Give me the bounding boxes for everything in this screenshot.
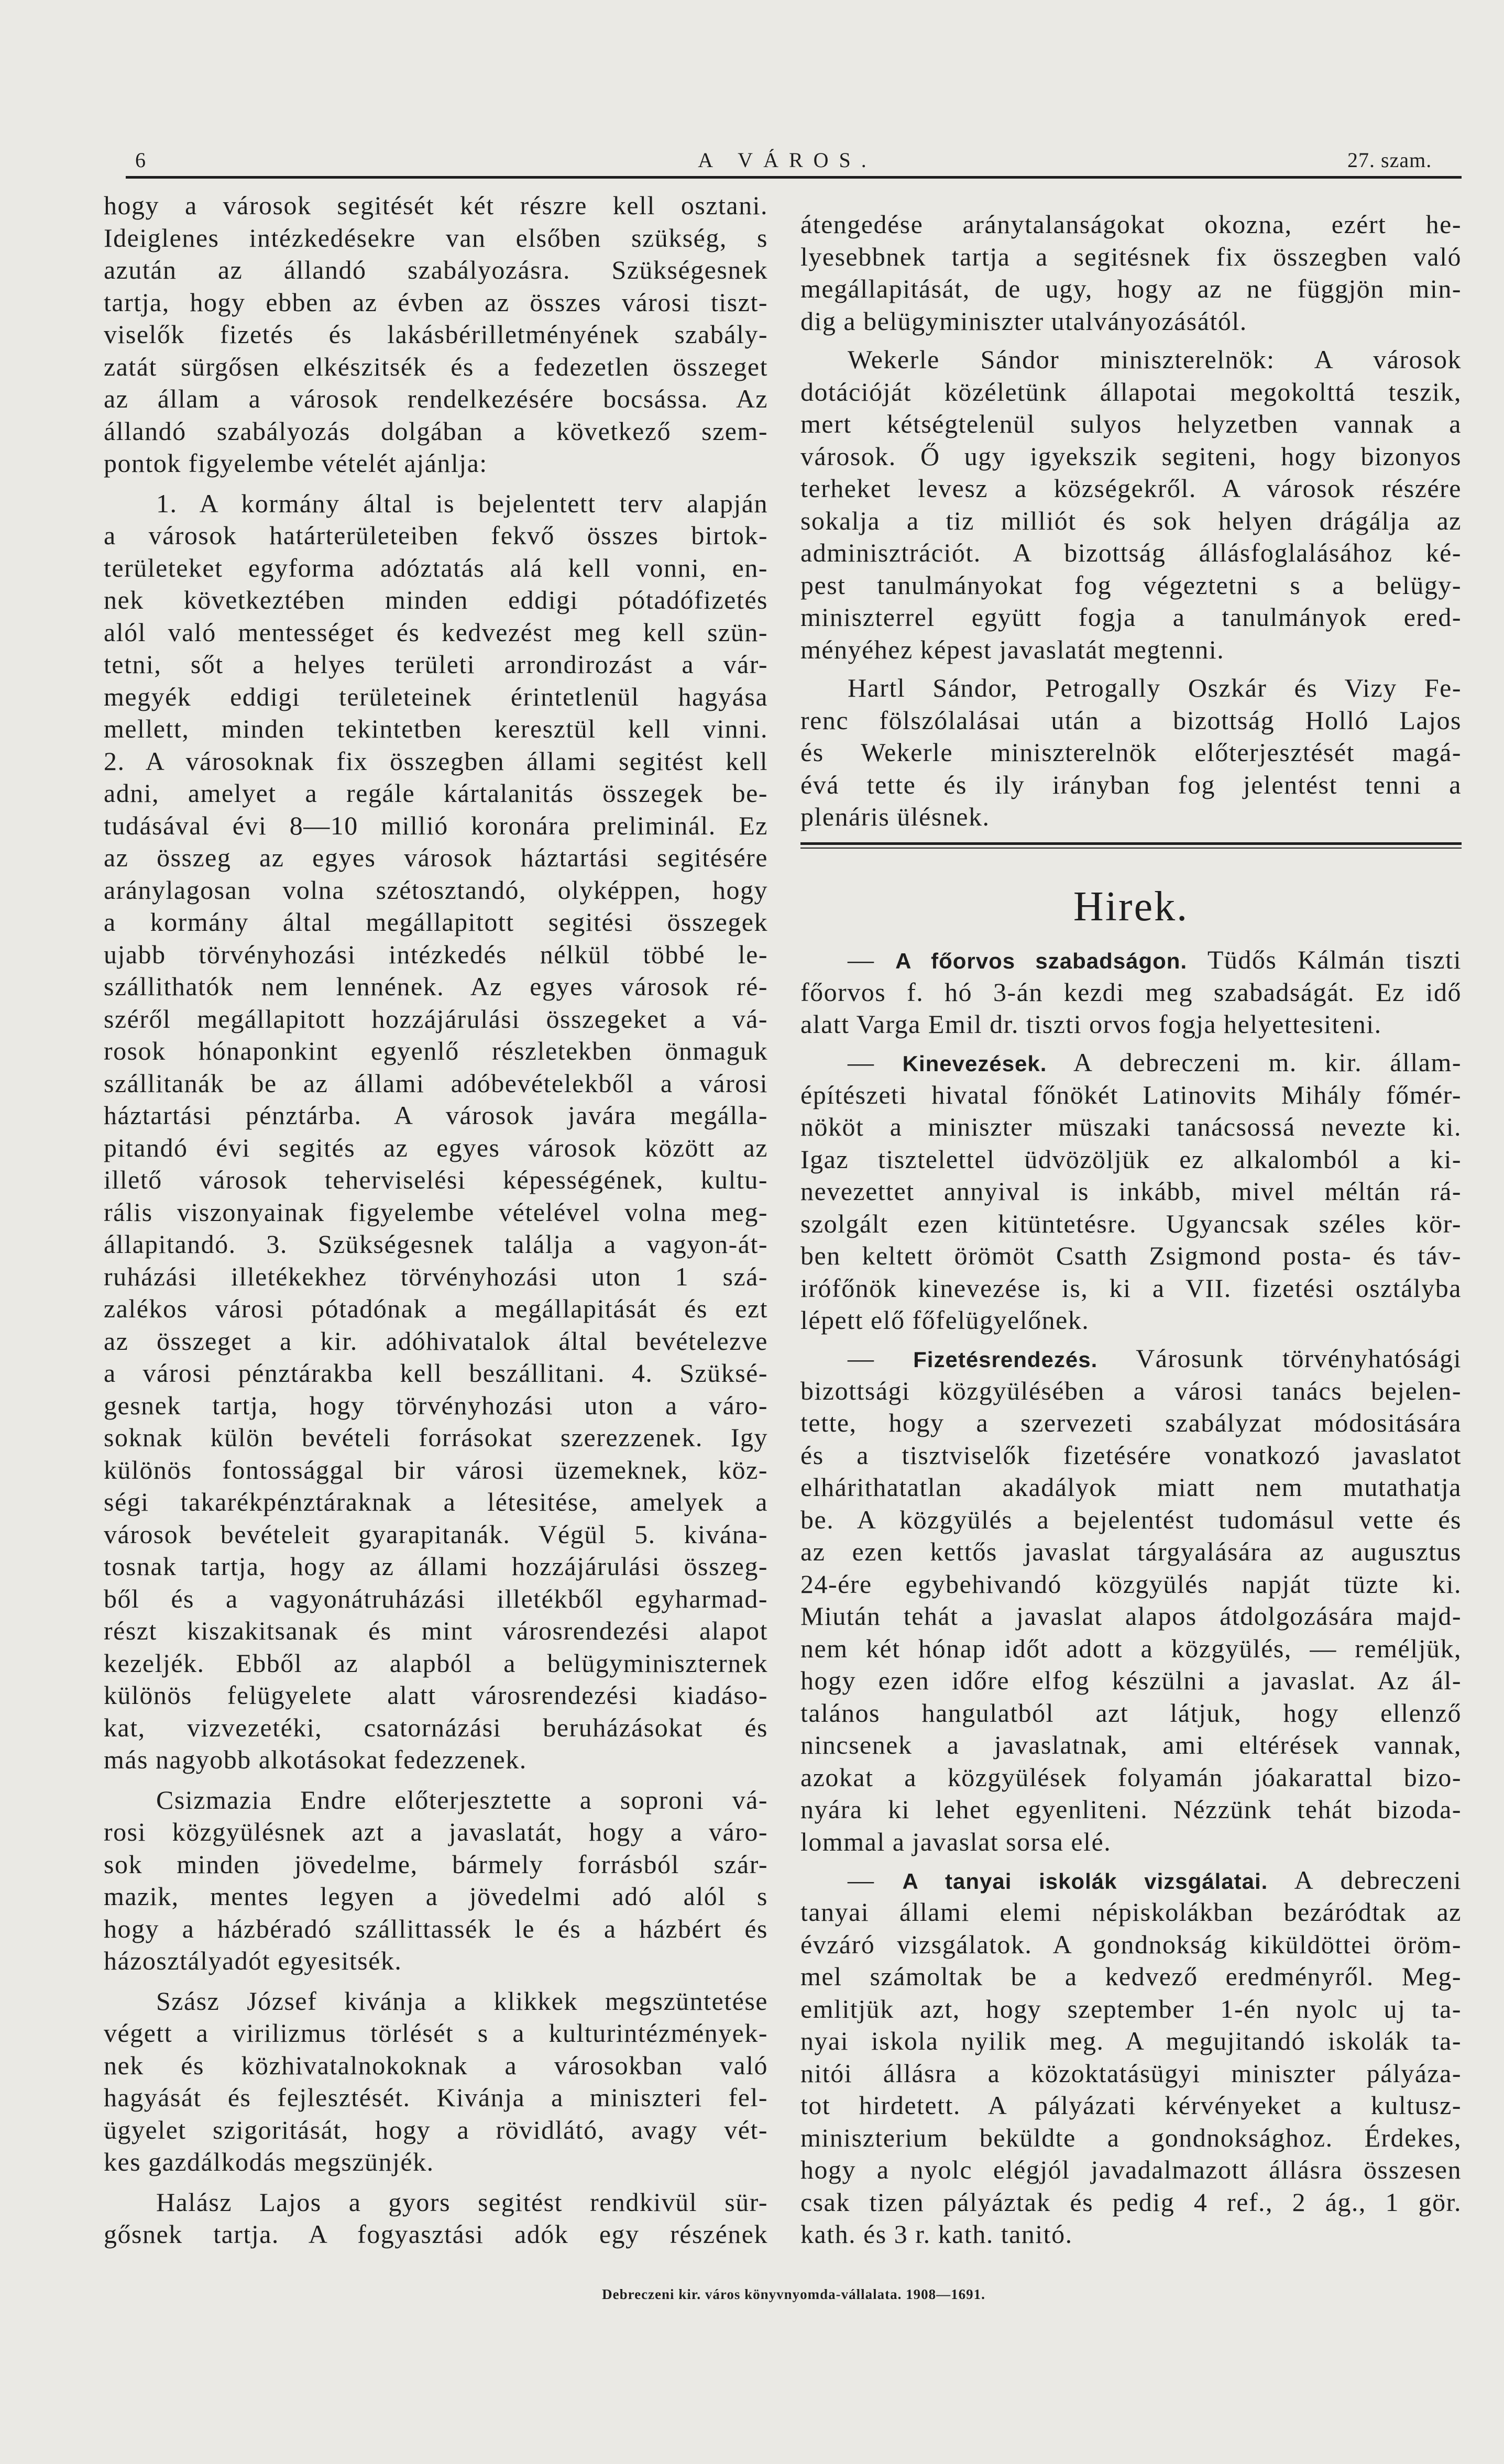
text-line: különös felügyelete alatt városrendezési kiadáso- xyxy=(104,1680,768,1710)
text-line: szolgált ezen kitüntetésre. Ugyancsak széles kör- xyxy=(800,1208,1462,1238)
text-line: tanyai állami elemi népiskolákban bezáródtak az xyxy=(800,1897,1462,1927)
text-line: tudásával évi 8—10 millió koronára preliminál. Ez xyxy=(104,810,768,840)
text-line: városok bevételeit gyarapitanák. Végül 5. kivána- xyxy=(104,1519,768,1549)
text-line: ményéhez képest javaslatát megtenni. xyxy=(800,634,1225,664)
text-line: szállitanák be az állami adóbevételekből a városi xyxy=(104,1068,768,1098)
text-line: nököt a miniszter müszaki tanácsossá nevezte ki. xyxy=(800,1112,1462,1141)
text-line: területeket egyforma adóztatás alá kell vonni, en- xyxy=(104,553,768,582)
text-line: nitói állásra a közoktatásügyi miniszter pályáza- xyxy=(800,2058,1462,2088)
text-line: megállapitását, de ugy, hogy az ne függjön min- xyxy=(800,274,1462,303)
text-line: Szász József kivánja a klikkek megszüntetése xyxy=(156,1986,768,2016)
paragraph xyxy=(104,1985,768,2179)
text-line: részt kiszakitsanak és mint városrendezési alapot xyxy=(104,1616,768,1645)
paragraph xyxy=(800,208,1462,337)
text-line: pontok figyelembe vételét ajánlja: xyxy=(104,448,488,478)
text-line: tette, hogy a szervezeti szabályzat módositására xyxy=(800,1408,1462,1437)
news-item-first-line xyxy=(800,1343,1462,1375)
news-section-heading: Hirek. xyxy=(1073,884,1189,930)
text-line: hogy a városok segitését két részre kell osztani. xyxy=(104,191,768,220)
text-line: városok. Ő ugy igyekszik segiteni, hogy bizonyos xyxy=(800,441,1462,471)
text-line: hogy a házbéradó szállittassék le és a házbért és xyxy=(104,1913,768,1943)
text-line: házosztályadót egyesitsék. xyxy=(104,1946,402,1975)
text-line: plenáris ülésnek. xyxy=(800,802,990,831)
text-line: főorvos f. hó 3-án kezdi meg szabadságát. Ez idő xyxy=(800,977,1462,1007)
text-line: zalékos városi pótadónak a megállapitását és ezt xyxy=(104,1294,768,1323)
text-line: az állam a városok rendelkezésére bocsássa. Az xyxy=(104,384,768,413)
text-line: tetni, sőt a helyes területi arrondirozást a vár- xyxy=(104,650,768,679)
text-line: rosi közgyülésnek azt a javaslatát, hogy a váro- xyxy=(104,1817,768,1846)
text-line: nincsenek a javaslatnak, ami eltérések vannak, xyxy=(800,1730,1462,1759)
text-line: és a tisztviselők fizetésére vonatkozó javaslatot xyxy=(800,1440,1462,1470)
text-line: sokalja a tiz milliót és sok helyen drágálja az xyxy=(800,505,1462,535)
text-line: be. A közgyülés a bejelentést tudomásul vette és xyxy=(800,1504,1462,1534)
text-line: alatt Varga Emil dr. tiszti orvos fogja helyettesiteni. xyxy=(800,1009,1382,1039)
news-item-first-line xyxy=(800,1047,1462,1079)
text-line: miniszterium beküldte a gondnoksághoz. Érdekes, xyxy=(800,2122,1462,2152)
text-line: Miután tehát a javaslat alapos átdolgozására majd- xyxy=(800,1601,1462,1631)
text-line: tartja, hogy ebben az évben az összes városi tiszt- xyxy=(104,287,768,317)
text-line: építészeti hivatal főnökét Latinovits Mihály főmér- xyxy=(800,1080,1462,1109)
text-line: állapitandó. 3. Szükségesnek találja a vagyon-át- xyxy=(104,1229,768,1259)
text-line: aránylagosan volna szétosztandó, olyképpen, hogy xyxy=(104,875,768,905)
text-line: bizottsági közgyülésében a városi tanács bejelen- xyxy=(800,1376,1462,1405)
text-line: Halász Lajos a gyors segitést rendkivül sür- xyxy=(156,2187,768,2217)
left-column xyxy=(104,190,768,2251)
news-item-text: A debreczeni m. kir. állam- xyxy=(1073,1048,1462,1077)
text-line: kes gazdálkodás megszünjék. xyxy=(104,2147,434,2176)
header-rule xyxy=(126,176,1462,179)
text-line: szállithatók nem lennének. Az egyes városok ré- xyxy=(104,972,768,1001)
text-line: nyára ki lehet egyenliteni. Nézzünk tehát bizoda- xyxy=(800,1795,1462,1824)
text-line: ből és a vagyonátruházási illetékből egyharmad- xyxy=(104,1583,768,1613)
text-line: dig a belügyminiszter utalványozásától. xyxy=(800,306,1247,336)
paragraph xyxy=(104,2186,768,2251)
text-line: dotációját közéletünk állapotai megokolttá teszik, xyxy=(800,377,1462,406)
text-line: végett a virilizmus törlését s a kulturintézmények- xyxy=(104,2018,768,2048)
text-line: ügyelet szigoritását, hogy a rövidlátó, avagy vét- xyxy=(104,2115,768,2144)
text-line: a kormány által megállapitott segitési összegek xyxy=(104,907,768,937)
text-line: soknak külön bevételi forrásokat szerezzenek. Igy xyxy=(104,1423,768,1452)
right-column xyxy=(800,208,1462,833)
issue-number: 27. szam. xyxy=(1347,148,1432,172)
text-line: emlitjük azt, hogy szeptember 1-én nyolc uj ta- xyxy=(800,1994,1462,2023)
news-item-title: Kinevezések. xyxy=(902,1051,1047,1076)
news-item-text: Tüdős Kálmán tiszti xyxy=(1207,945,1462,974)
text-line: gesnek tartja, hogy törvényhozási uton a váro- xyxy=(104,1390,768,1420)
text-line: Ideiglenes intézkedésekre van elsőben szükség, s xyxy=(104,223,768,252)
text-line: zatát sürgősen elkészitsék és a fedezetlen összeget xyxy=(104,351,768,381)
text-line: Csizmazia Endre előterjesztette a soproni vá- xyxy=(156,1785,768,1814)
text-line: hagyását és fejlesztését. Kivánja a miniszteri fel- xyxy=(104,2083,768,2112)
text-line: különös fontossággal bir városi üzemeknek, köz- xyxy=(104,1455,768,1484)
text-line: 2. A városoknak fix összegben állami segitést kell xyxy=(104,746,768,776)
text-line: illető városok teherviselési képességének, kultu- xyxy=(104,1165,768,1194)
text-line: ben keltett örömöt Csatth Zsigmond posta- és táv- xyxy=(800,1241,1462,1270)
text-line: talános hangulatból azt látjuk, hogy ellenző xyxy=(800,1698,1462,1728)
paragraph xyxy=(800,344,1462,666)
text-line: elhárithatatlan akadályok miatt nem mutathatja xyxy=(800,1472,1462,1502)
news-item-text: A debreczeni xyxy=(1294,1865,1462,1895)
text-line: a városok határterületeiben fekvő összes birtok- xyxy=(104,521,768,550)
text-line: Hartl Sándor, Petrogally Oszkár és Vizy Fe- xyxy=(848,673,1462,702)
text-line: ujabb törvényhozási intézkedés nélkül többé le- xyxy=(104,939,768,969)
news-item-text: Városunk törvényhatósági xyxy=(1136,1344,1462,1373)
text-line: Wekerle Sándor miniszterelnök: A városok xyxy=(848,345,1462,374)
text-line: kat, vizvezetéki, csatornázási beruházásokat és xyxy=(104,1712,768,1742)
text-line: ruházási illetékekhez törvényhozási uton 1 szá- xyxy=(104,1261,768,1291)
news-item-title: Fizetésrendezés. xyxy=(913,1347,1098,1372)
text-line: évzáró vizsgálatok. A gondnokság kiküldöttei öröm- xyxy=(800,1929,1462,1959)
text-line: más nagyobb alkotásokat fedezzenek. xyxy=(104,1745,527,1774)
text-line: gősnek tartja. A fogyasztási adók egy részének xyxy=(104,2219,768,2249)
news-item-title: A tanyai iskolák vizsgálatai. xyxy=(902,1868,1268,1894)
text-line: az összeget a kir. adóhivatalok által bevételezve xyxy=(104,1326,768,1356)
text-line: kezeljék. Ebből az alapból a belügyminiszternek xyxy=(104,1648,768,1678)
text-line: terheket levesz a községekről. A városok részére xyxy=(800,474,1462,503)
text-line: viselők fizetés és lakásbérilletményének szabály- xyxy=(104,320,768,349)
dash: — xyxy=(848,1344,875,1373)
text-line: tosnak tartja, hogy az állami hozzájárulási összeg- xyxy=(104,1552,768,1581)
text-line: adminisztrációt. A bizottság állásfoglalásához ké- xyxy=(800,538,1462,567)
text-line: nek és közhivatalnokoknak a városokban való xyxy=(104,2050,768,2080)
text-line: az ezen kettős javaslat tárgyalására az augusztus xyxy=(800,1537,1462,1566)
news-section xyxy=(800,944,1462,2251)
text-line: háztartási pénztárba. A városok javára megálla- xyxy=(104,1101,768,1130)
text-line: sok minden jövedelme, bármely forrásból szár- xyxy=(104,1849,768,1879)
text-line: nem két hónap időt adott a közgyülés, — reméljük, xyxy=(800,1633,1462,1663)
news-item xyxy=(800,944,1462,1041)
newspaper-title: A VÁROS. xyxy=(698,148,877,172)
text-line: rális viszonyainak figyelembe vételével volna meg- xyxy=(104,1197,768,1227)
dash: — xyxy=(848,945,875,974)
text-line: alól való mentességet és kedvezést meg kell szün- xyxy=(104,617,768,647)
text-line: az összeg az egyes városok háztartási segitésére xyxy=(104,843,768,872)
news-item xyxy=(800,1047,1462,1337)
text-line: nek következtében minden eddigi pótadófizetés xyxy=(104,585,768,614)
section-divider-thick xyxy=(800,842,1462,845)
text-line: adni, amelyet a regále kártalanitás összegek be- xyxy=(104,778,768,808)
page-number: 6 xyxy=(135,148,146,172)
text-line: miniszterrel együtt fogja a tanulmányok ered- xyxy=(800,602,1462,632)
news-item xyxy=(800,1864,1462,2251)
paragraph xyxy=(800,672,1462,833)
news-item-title: A főorvos szabadságon. xyxy=(895,949,1188,973)
text-line: pest tanulmányokat fog végeztetni s a belügy- xyxy=(800,570,1462,600)
text-line: nevezettet annyival is inkább, mivel méltán rá- xyxy=(800,1176,1462,1206)
text-line: kath. és 3 r. kath. tanitó. xyxy=(800,2219,1073,2249)
text-line: hogy a nyolc elégjól javadalmazott állásra összesen xyxy=(800,2155,1462,2184)
dash: — xyxy=(848,1865,875,1895)
text-line: nyai iskola nyilik meg. A megujitandó iskolák ta- xyxy=(800,2026,1462,2055)
text-line: azután az állandó szabályozásra. Szükségesnek xyxy=(104,255,768,284)
text-line: tot hirdetett. A pályázati kérvényeket a kultusz- xyxy=(800,2091,1462,2120)
paragraph xyxy=(104,190,768,480)
paragraph xyxy=(104,1784,768,1977)
text-line: lommal a javaslat sorsa elé. xyxy=(800,1827,1112,1856)
section-divider-thin xyxy=(800,848,1462,849)
news-item-first-line xyxy=(800,1864,1462,1897)
text-line: lyesebbnek tartja a segitésnek fix összegben való xyxy=(800,241,1462,271)
text-line: azokat a közgyülések folyamán jóakarattal bizo- xyxy=(800,1762,1462,1792)
text-line: Igaz tisztelettel üdvözöljük ez alkalomból a ki- xyxy=(800,1144,1462,1174)
text-line: 24-ére egybehivandó közgyülés napját tüzte ki. xyxy=(800,1569,1462,1599)
text-line: lépett elő főfelügyelőnek. xyxy=(800,1305,1090,1335)
text-line: mellett, minden tekintetben keresztül kell vinni. xyxy=(104,714,768,743)
text-line: széről megállapitott hozzájárulási összegeket a vá- xyxy=(104,1004,768,1033)
text-line: irófőnök kinevezése is, ki a VII. fizetési osztályba xyxy=(800,1273,1462,1303)
text-line: hogy ezen időre elfog készülni a javaslat. Az ál- xyxy=(800,1666,1462,1695)
text-line: mert kétségtelenül sulyos helyzetben vannak a xyxy=(800,409,1462,438)
news-item-first-line xyxy=(800,944,1462,976)
dash: — xyxy=(848,1048,875,1077)
text-line: pitandó évi segités az egyes városok között az xyxy=(104,1132,768,1162)
text-line: átengedése aránytalanságokat okozna, ezért he- xyxy=(800,210,1462,239)
paragraph xyxy=(104,488,768,1776)
printer-imprint: Debreczeni kir. város könyvnyomda-vállalata. 1908—1691. xyxy=(602,2286,985,2302)
text-line: 1. A kormány által is bejelentett terv alapján xyxy=(156,488,768,518)
text-line: állandó szabályozás dolgában a következő szem- xyxy=(104,416,768,446)
text-line: évá tette és ily irányban fog jelentést tenni a xyxy=(800,769,1462,799)
news-item xyxy=(800,1343,1462,1858)
text-line: csak tizen pályáztak és pedig 4 ref., 2 ág., 1 gör. xyxy=(800,2187,1462,2217)
text-line: rosok hónaponkint egyenlő részletekben önmaguk xyxy=(104,1036,768,1065)
text-line: megyék eddigi területeinek érintetlenül hagyása xyxy=(104,681,768,711)
text-line: a városi pénztárakba kell beszállitani. 4. Szüksé- xyxy=(104,1358,768,1388)
text-line: mel számoltak be a kedvező eredményről. Meg- xyxy=(800,1962,1462,1991)
text-line: és Wekerle miniszterelnök előterjesztését magá- xyxy=(800,738,1462,767)
text-line: ségi takarékpénztáraknak a létesitése, amelyek a xyxy=(104,1487,768,1516)
text-line: mazik, mentes legyen a jövedelmi adó alól s xyxy=(104,1882,768,1911)
text-line: renc fölszólalásai után a bizottság Holló Lajos xyxy=(800,705,1462,735)
